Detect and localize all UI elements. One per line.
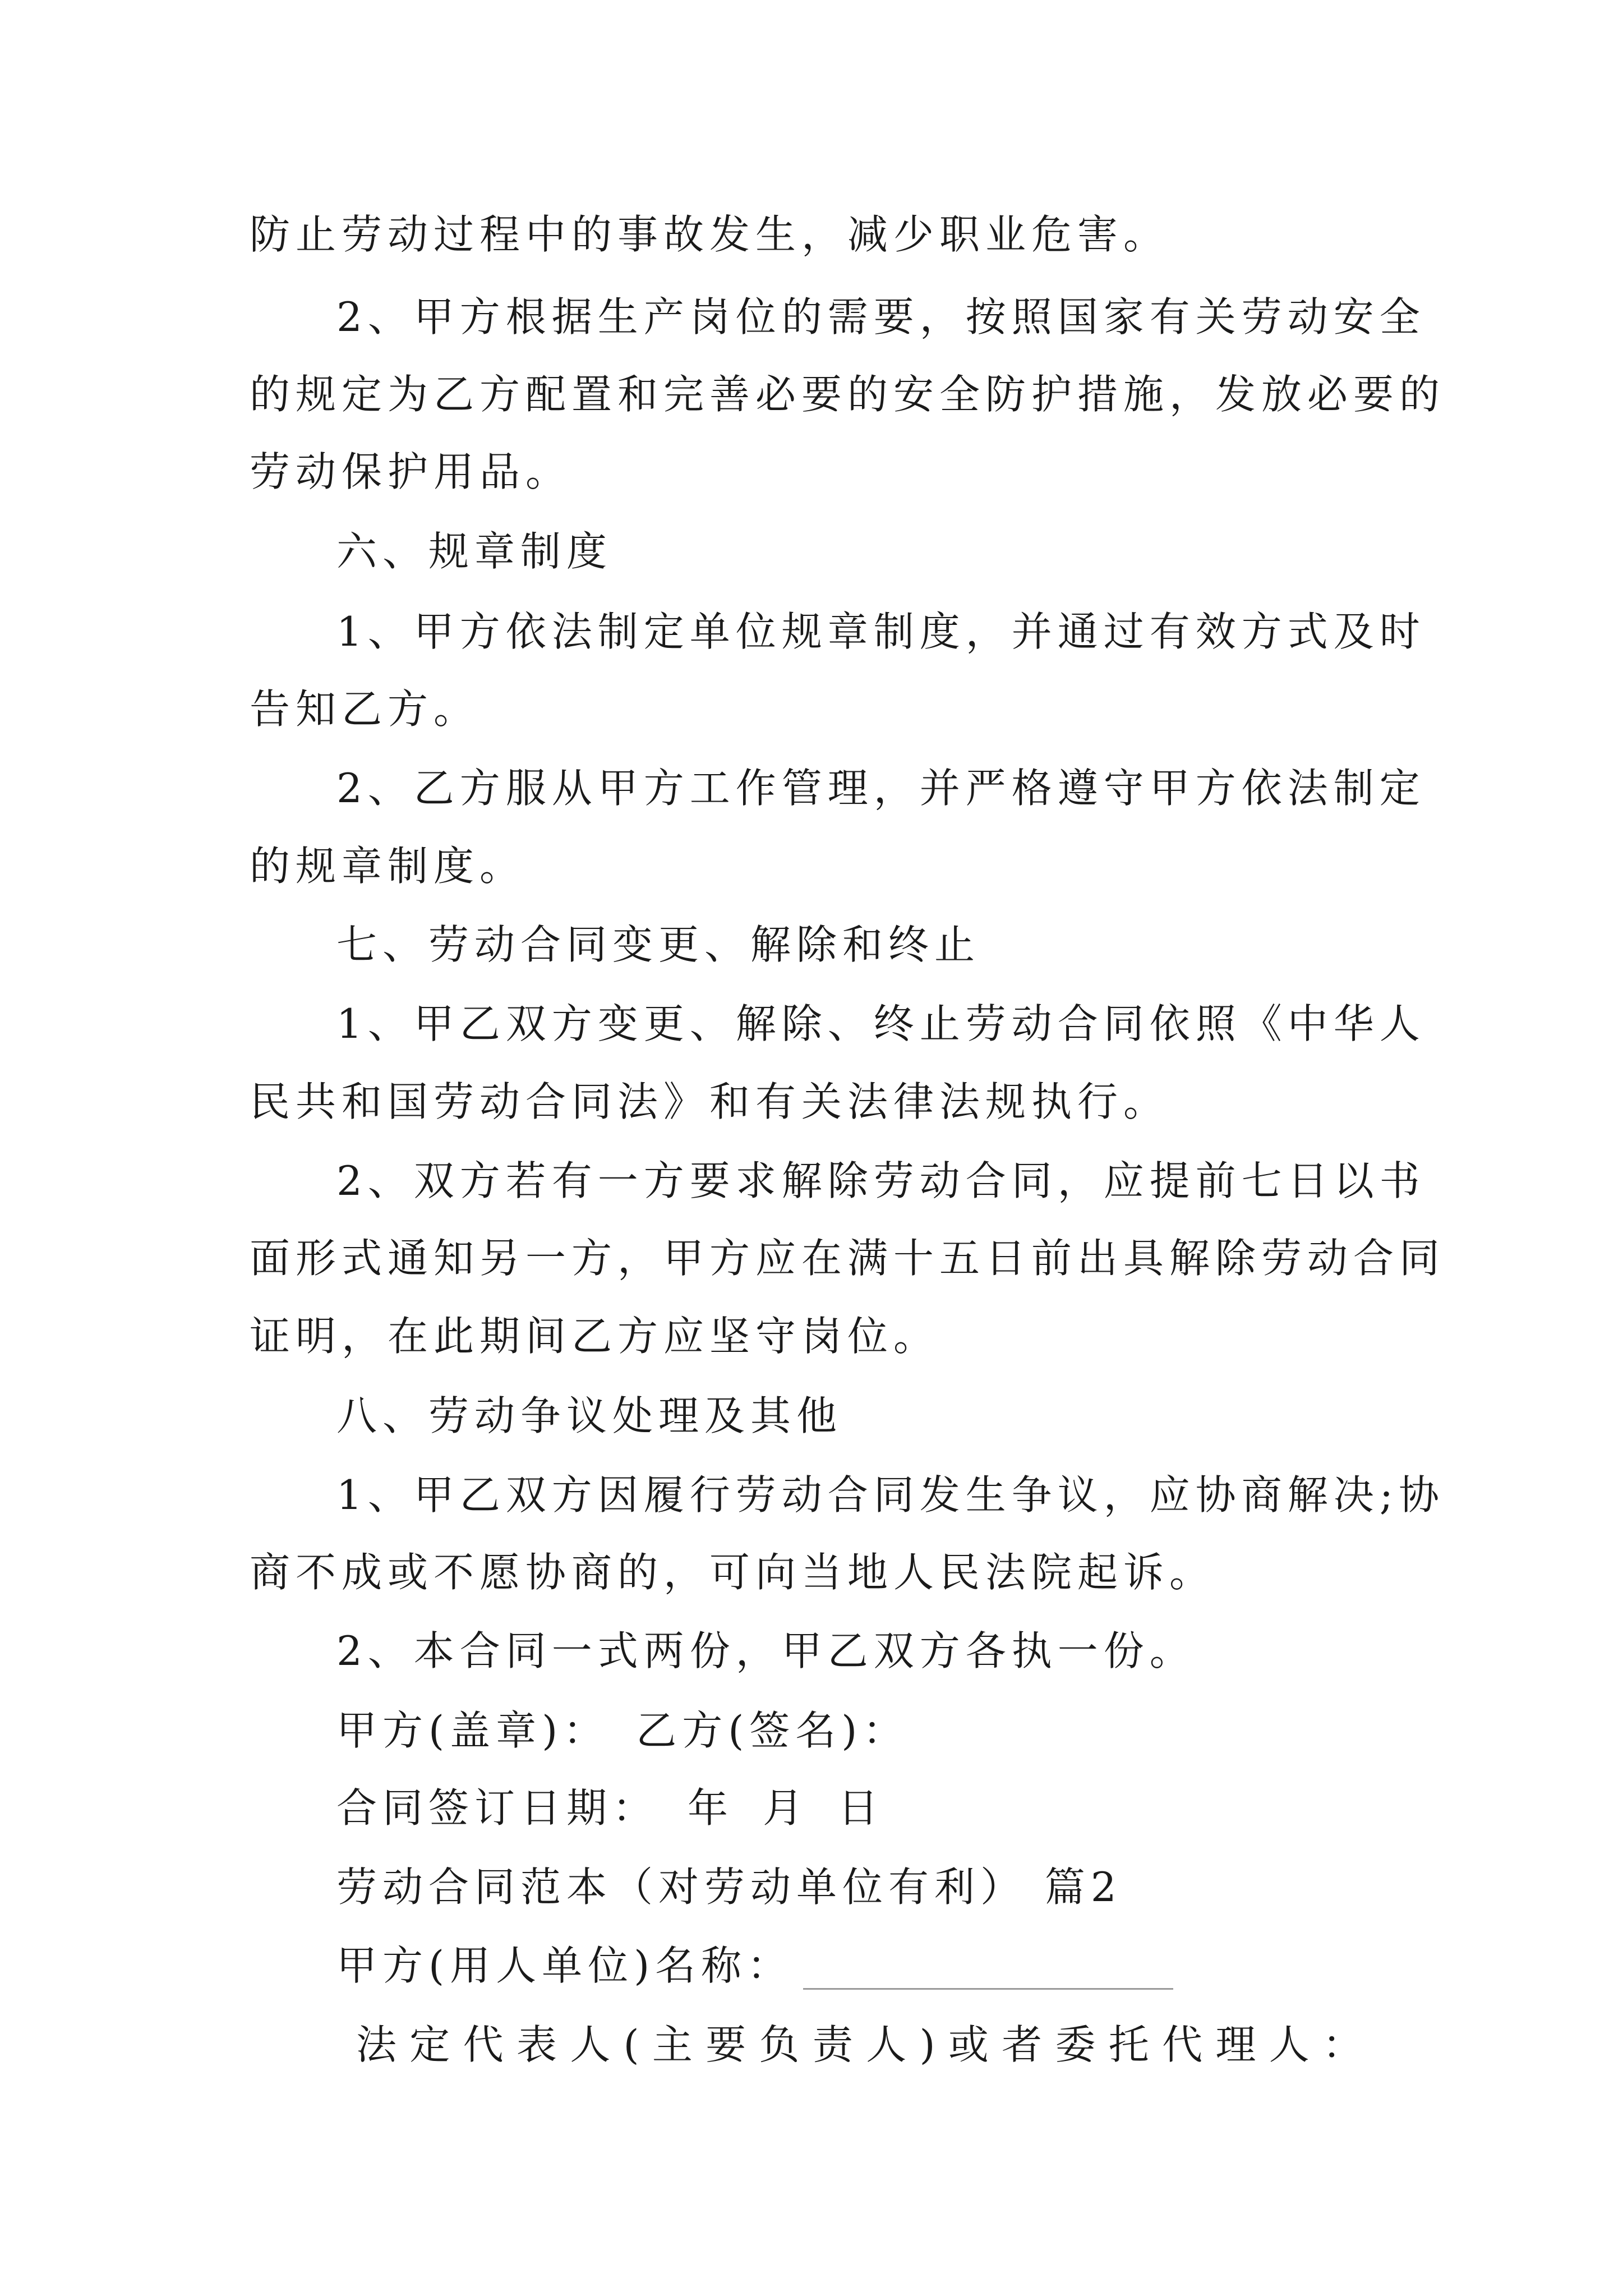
contract-date-line bbox=[336, 1781, 1464, 1835]
paragraph-line: 防止劳动过程中的事故发生，减少职业危害。 bbox=[250, 211, 1170, 258]
paragraph-line: 证明，在此期间乙方应坚守岗位。 bbox=[250, 1313, 940, 1360]
paragraph-line: 1、甲乙双方因履行劳动合同发生争议，应协商解决;协 bbox=[336, 1471, 1445, 1519]
paragraph-line: 商不成或不愿协商的，可向当地人民法院起诉。 bbox=[250, 1549, 1216, 1596]
section-heading: 八、劳动争议处理及其他 bbox=[336, 1392, 843, 1439]
party-b-signature-label: 乙方(签名)： bbox=[636, 1707, 909, 1754]
contract-date-label: 合同签订日期： bbox=[336, 1784, 659, 1832]
signature-line bbox=[336, 1704, 1464, 1757]
paragraph-line: 2、本合同一式两份，甲乙双方各执一份。 bbox=[336, 1627, 1196, 1674]
party-a-seal-label: 甲方(盖章)： bbox=[336, 1707, 610, 1754]
section-title: 劳动合同范本（对劳动单位有利） 篇2 bbox=[336, 1864, 1122, 1911]
employer-name-line bbox=[336, 1939, 1464, 1993]
paragraph-line: 面形式通知另一方，甲方应在满十五日前出具解除劳动合同 bbox=[250, 1235, 1446, 1282]
paragraph-line: 告知乙方。 bbox=[250, 685, 480, 733]
paragraph-line: 的规章制度。 bbox=[250, 843, 526, 890]
date-month-label: 月 bbox=[763, 1784, 809, 1832]
section-heading: 七、劳动合同变更、解除和终止 bbox=[336, 921, 981, 968]
employer-name-label: 甲方(用人单位)名称： bbox=[336, 1942, 794, 1989]
paragraph-line: 1、甲乙双方变更、解除、终止劳动合同依照《中华人 bbox=[336, 1000, 1426, 1047]
paragraph-line: 2、甲方根据生产岗位的需要，按照国家有关劳动安全 bbox=[336, 293, 1426, 341]
date-day-label: 日 bbox=[838, 1784, 884, 1832]
paragraph-line: 2、双方若有一方要求解除劳动合同，应提前七日以书 bbox=[336, 1157, 1426, 1204]
paragraph-line: 2、乙方服从甲方工作管理，并严格遵守甲方依法制定 bbox=[336, 765, 1426, 812]
date-year-label: 年 bbox=[688, 1784, 734, 1832]
paragraph-line: 民共和国劳动合同法》和有关法律法规执行。 bbox=[250, 1078, 1170, 1125]
paragraph-line: 劳动保护用品。 bbox=[250, 448, 572, 495]
legal-representative-line: 法定代表人(主要负责人)或者委托代理人： bbox=[356, 2021, 1368, 2068]
paragraph-line: 的规定为乙方配置和完善必要的安全防护措施，发放必要的 bbox=[250, 371, 1446, 418]
paragraph-line: 1、甲方依法制定单位规章制度，并通过有效方式及时 bbox=[336, 608, 1426, 655]
employer-name-blank bbox=[803, 1985, 1173, 1990]
section-heading: 六、规章制度 bbox=[336, 528, 613, 575]
